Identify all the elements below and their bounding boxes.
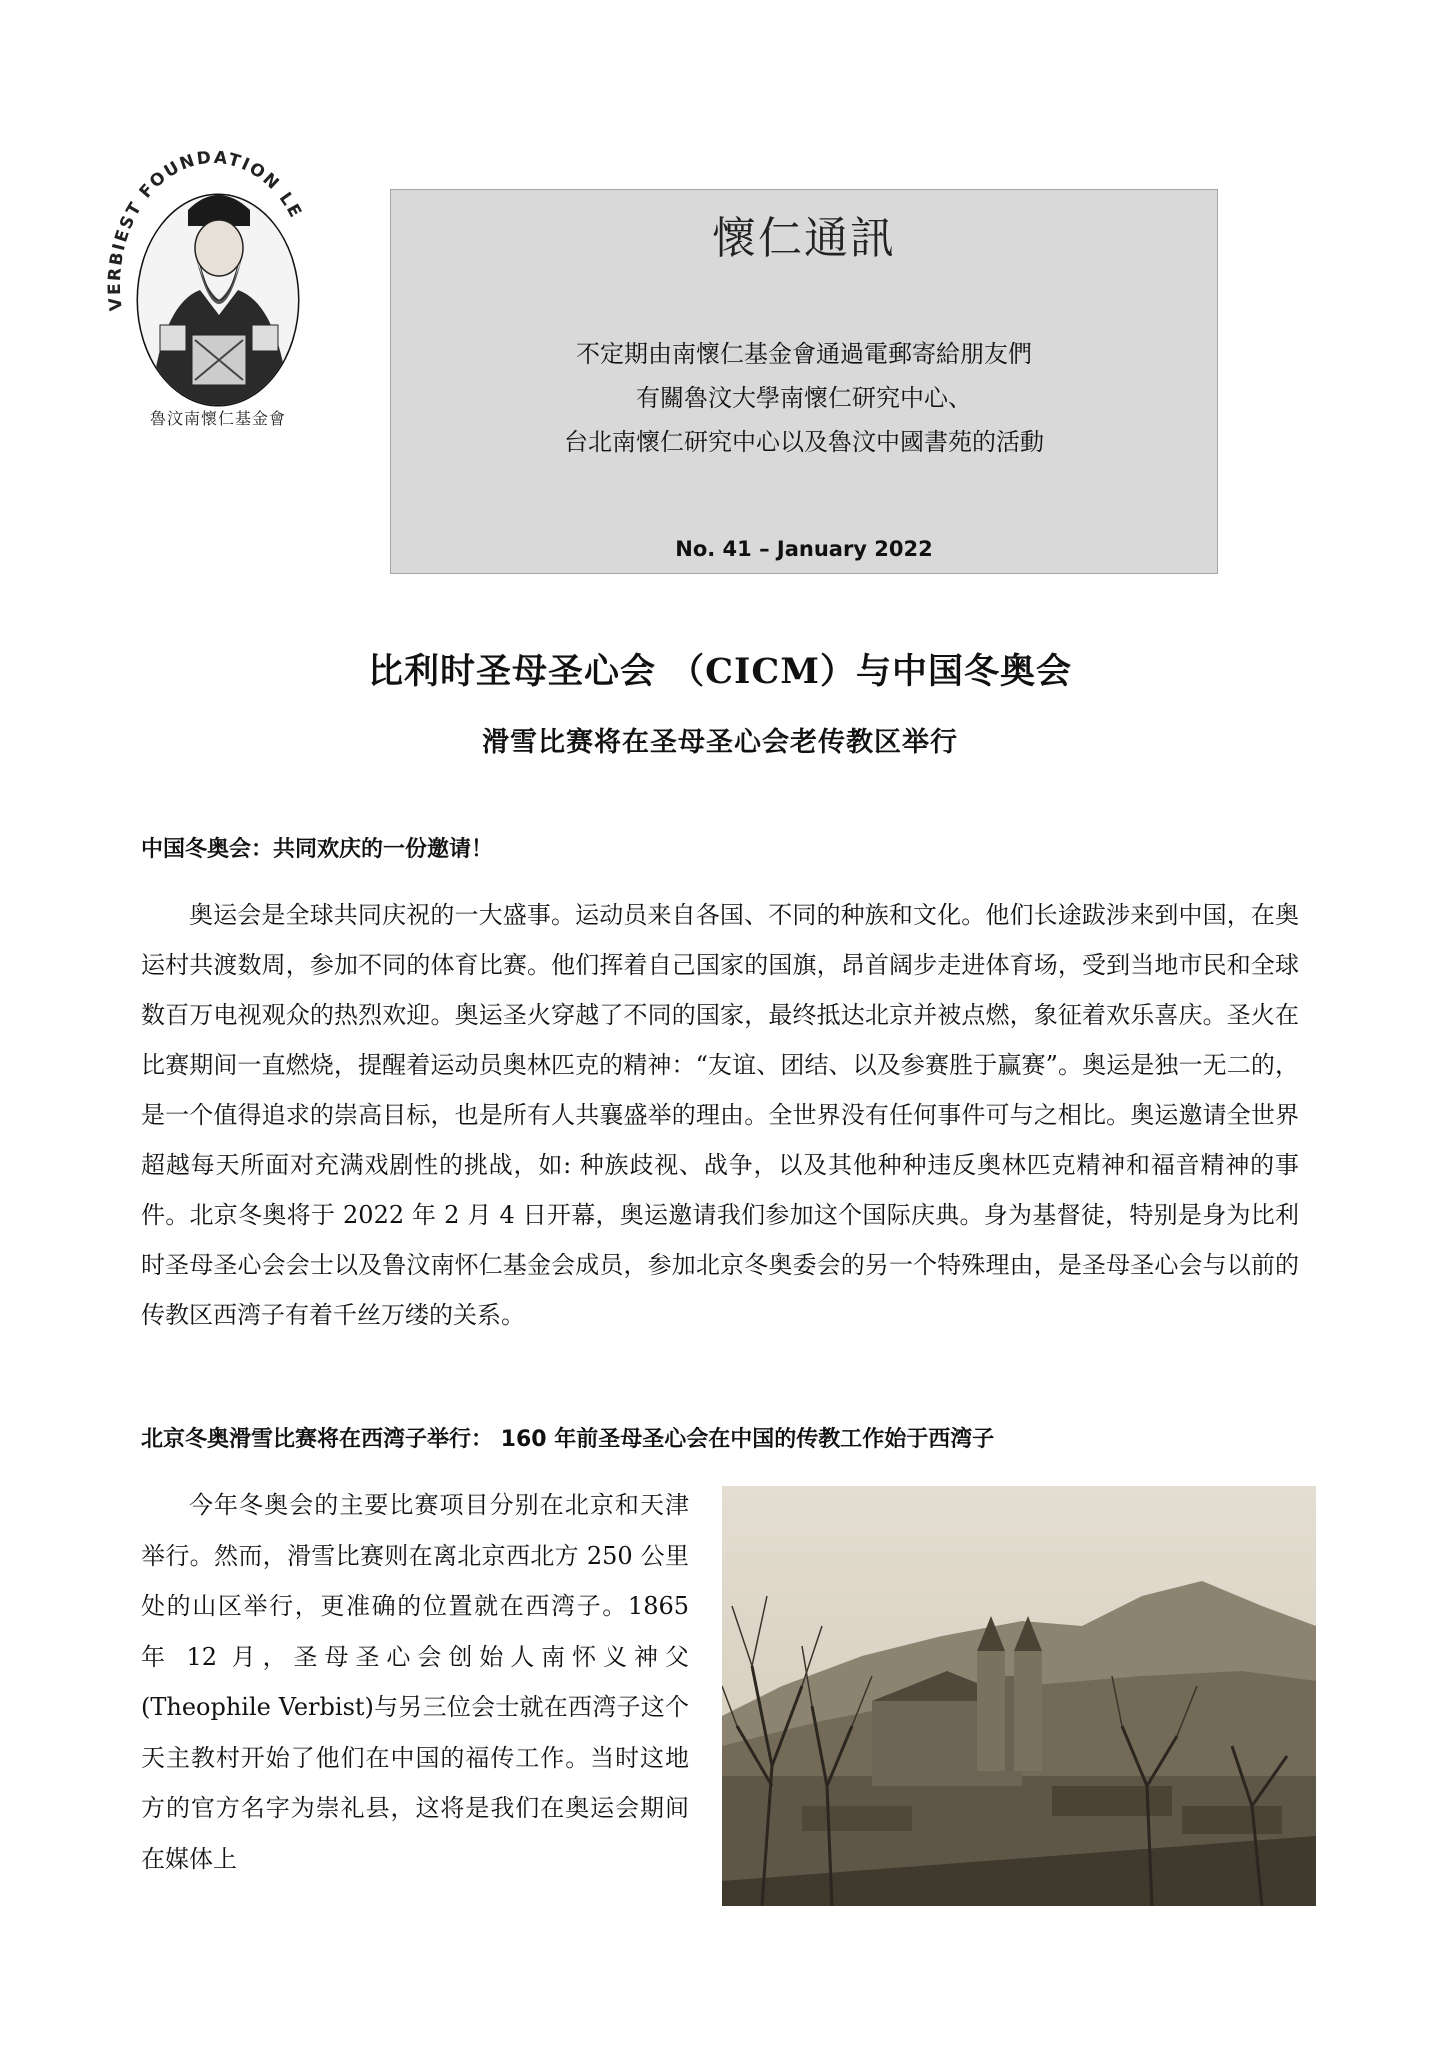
logo-emblem-icon: [100, 140, 325, 430]
logo-chinese-text: 魯汶南懷仁基金會: [149, 409, 287, 428]
newsletter-title: 懷仁通訊: [712, 213, 896, 264]
historic-church-photo-icon: [722, 1486, 1316, 1906]
section-heading: 北京冬奥滑雪比赛将在西湾子举行： 160 年前圣母圣心会在中国的传教工作始于西湾子: [141, 1427, 995, 1452]
logo-arc-text: VERBIEST FOUNDATION LE: [104, 147, 306, 312]
description-line: 有關魯汶大學南懷仁研究中心、: [636, 384, 972, 412]
church-photo: [722, 1486, 1316, 1906]
description-line: 台北南懷仁研究中心以及魯汶中國書苑的活動: [564, 428, 1044, 456]
description-line: 不定期由南懷仁基金會通過電郵寄給朋友們: [576, 340, 1032, 368]
body-paragraph: 奥运会是全球共同庆祝的一大盛事。运动员来自各国、不同的种族和文化。他们长途跋涉来到中国，在奥运村共渡数周，参加不同的体育比赛。他们挥着自己国家的国旗，昂首阔步走进体育场，受到当地市民和全球数百万电视观众的热烈欢迎。奥运圣火穿越了不同的国家，最终抵达北京并被点燃，象征着欢乐喜庆。圣火在比赛期间一直燃烧，提醒着运动员奥林匹克的精神：“友谊、团结、以及参赛胜于赢赛”。奥运是独一无二的，是一个值得追求的崇高目标，也是所有人共襄盛举的理由。全世界没有任何事件可与之相比。奥运邀请全世界超越每天所面对充满戏剧性的挑战，如: 种族歧视、战争，以及其他种种违反奥林匹克精神和福音精神的事件。北京冬奥将于 2022 年 2 月 4 日开幕，奥运邀请我们参加这个国际庆典。身为基督徒，特别是身为比利时圣母圣心会会士以及鲁汶南怀仁基金会成员，参加北京冬奥委会的另一个特殊理由，是圣母圣心会与以前的传教区西湾子有着千丝万缕的关系。: [141, 901, 1299, 1329]
article-subtitle: 滑雪比赛将在圣母圣心会老传教区举行: [482, 727, 958, 758]
newsletter-header: [390, 189, 1218, 574]
section-heading: 中国冬奥会：共同欢庆的一份邀请！: [141, 837, 494, 862]
foundation-logo: [100, 140, 325, 430]
issue-number: No. 41 – January 2022: [675, 537, 933, 561]
article-title: 比利时圣母圣心会 （CICM）与中国冬奥会: [367, 651, 1072, 692]
body-paragraph: 今年冬奥会的主要比赛项目分别在北京和天津举行。然而，滑雪比赛则在离北京西北方 250 公里处的山区举行，更准确的位置就在西湾子。1865 年 12 月，圣母圣心会创始人南怀义神父(Theophile Verbist)与另三位会士就在西湾子这个天主教村开始了他们在中国的福传工作。当时这地方的官方名字为崇礼县，这将是我们在奥运会期间在媒体上: [141, 1491, 689, 1873]
newsletter-description: [391, 332, 1217, 464]
